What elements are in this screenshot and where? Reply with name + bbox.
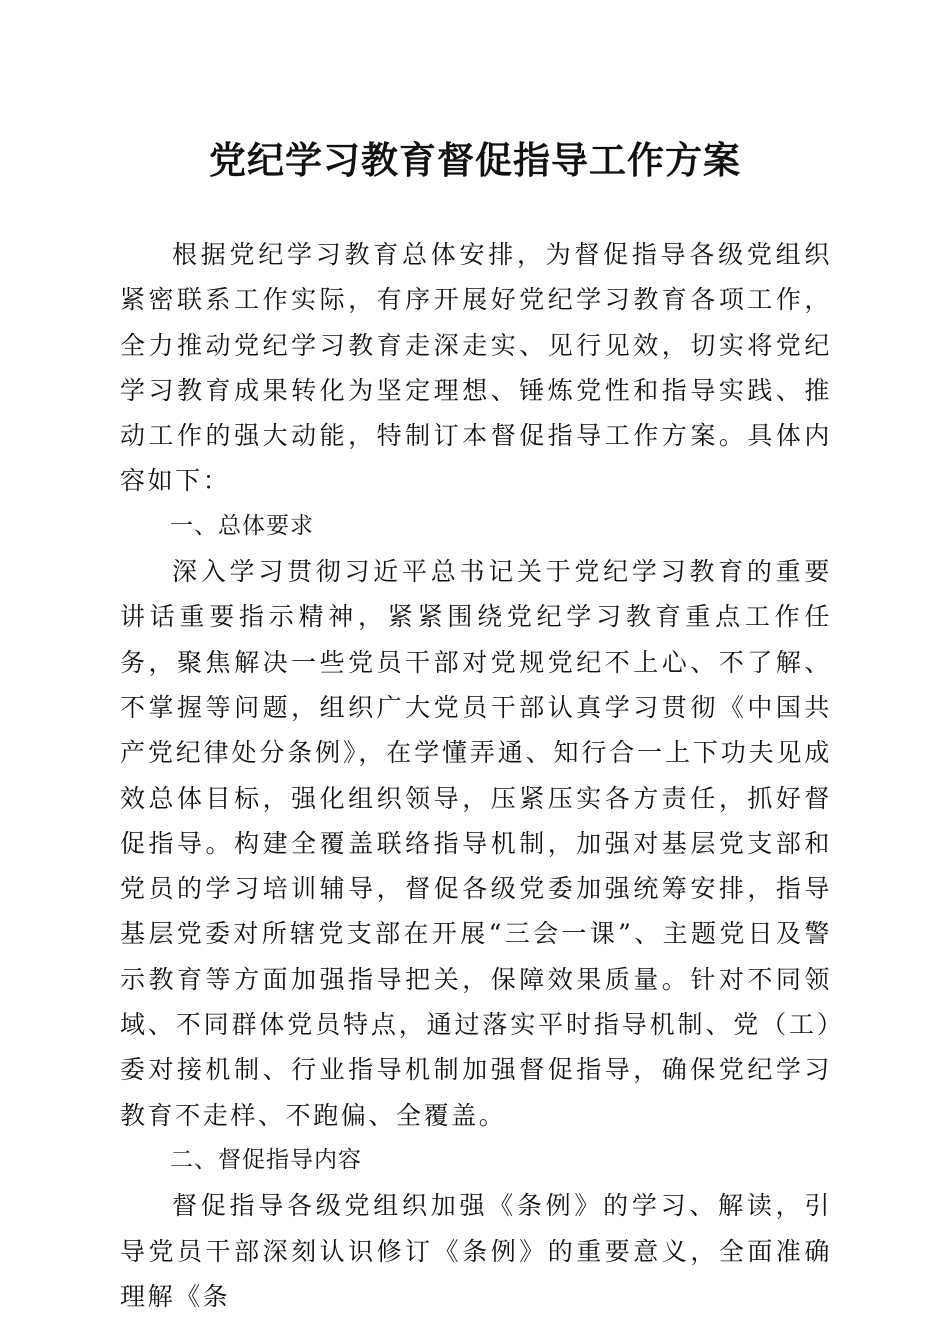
supervision-content-paragraph: 督促指导各级党组织加强《条例》的学习、解读，引导党员干部深刻认识修订《条例》的重要意义，全面准确理解《条 (120, 1191, 832, 1311)
section-heading-supervision-content: 二、督促指导内容 (170, 1146, 362, 1173)
document-title: 党纪学习教育督促指导工作方案 (209, 138, 741, 182)
general-requirements-paragraph: 深入学习贯彻习近平总书记关于党纪学习教育的重要讲话重要指示精神，紧紧围绕党纪学习教育重点工作任务，聚焦解决一些党员干部对党规党纪不上心、不了解、不掌握等问题，组织广大党员干部认真学习贯彻《中国共产党纪律处分条例》，在学懂弄通、知行合一上下功夫见成效总体目标，强化组织领导，压紧压实各方责任，抓好督促指导。构建全覆盖联络指导机制，加强对基层党支部和党员的学习培训辅导，督促各级党委加强统筹安排，指导基层党委对所辖党支部在开展“三会一课”、主题党日及警示教育等方面加强指导把关，保障效果质量。针对不同领域、不同群体党员特点，通过落实平时指导机制、党（工）委对接机制、行业指导机制加强督促指导，确保党纪学习教育不走样、不跑偏、全覆盖。 (120, 557, 832, 1130)
document-body (120, 232, 832, 1319)
intro-paragraph: 根据党纪学习教育总体安排，为督促指导各级党组织紧密联系工作实际，有序开展好党纪学习教育各项工作，全力推动党纪学习教育走深走实、见行见效，切实将党纪学习教育成果转化为坚定理想、锤炼党性和指导实践、推动工作的强大动能，特制订本督促指导工作方案。具体内容如下： (120, 240, 832, 496)
section-heading-general-requirements: 一、总体要求 (170, 512, 314, 539)
